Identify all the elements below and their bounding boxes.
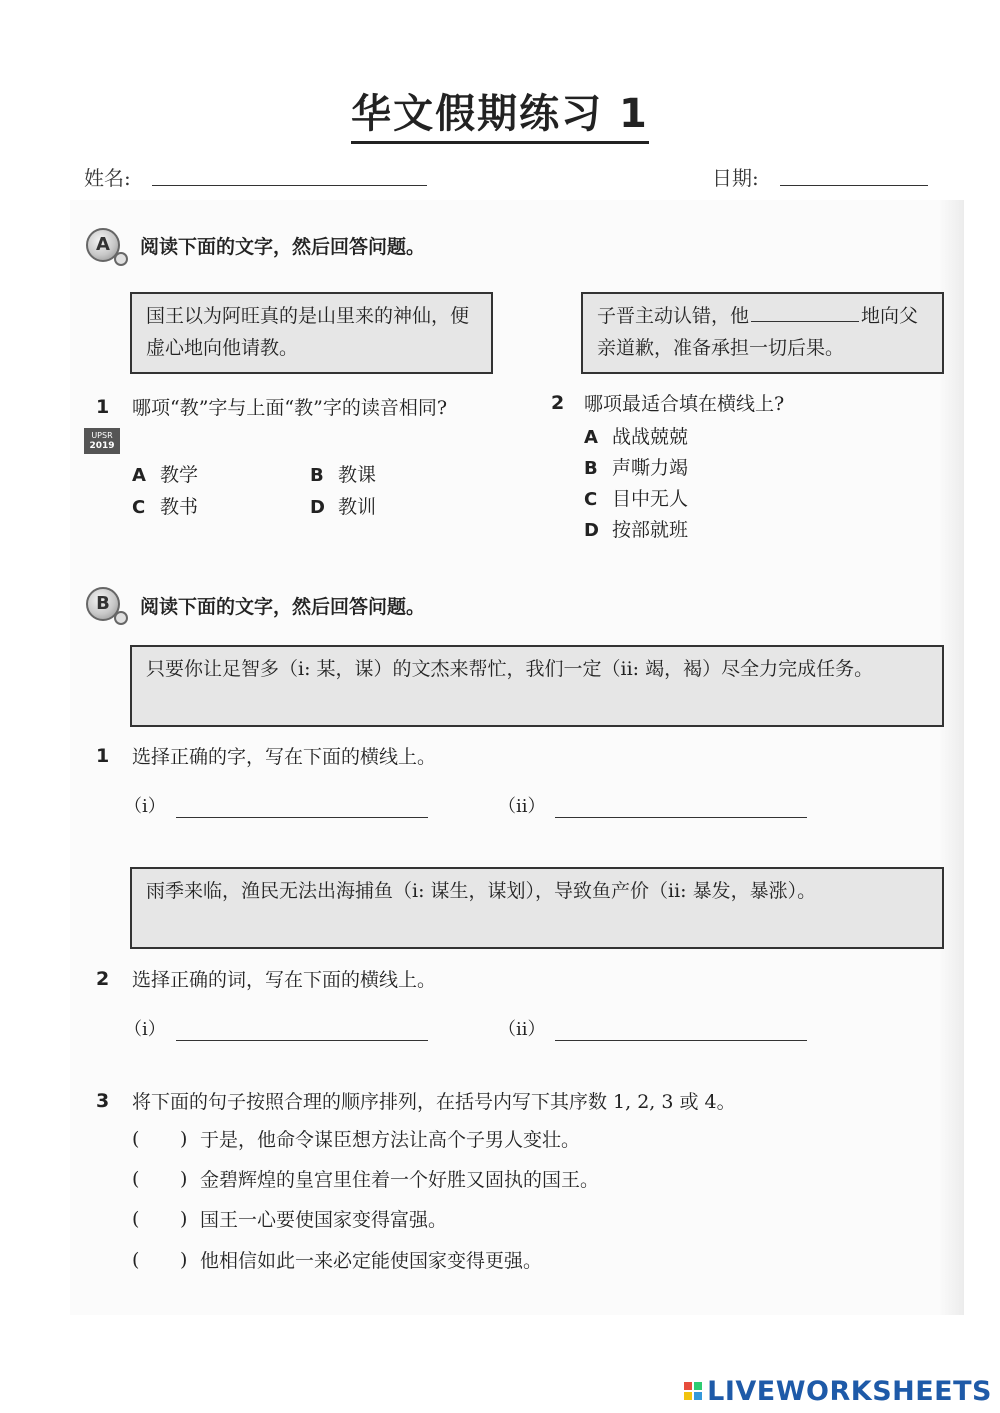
badge-tail-icon	[114, 611, 128, 625]
b1-answer-i[interactable]	[176, 816, 428, 818]
b1-blank-i-label: （i）	[124, 796, 166, 817]
passage-a2-blank	[751, 301, 859, 322]
section-a-instruction: 阅读下面的文字，然后回答问题。	[140, 236, 426, 258]
question-a2-text: 哪项最适合填在横线上?	[584, 393, 785, 415]
date-label: 日期:	[712, 166, 759, 190]
option-a2-d[interactable]: D 按部就班	[584, 519, 689, 541]
upsr-label: UPSR	[91, 431, 113, 440]
b3-sentence-4: 他相信如此一来必定能使国家变得更强。	[200, 1250, 543, 1272]
logo-square	[694, 1382, 702, 1390]
passage-box-a1: 国王以为阿旺真的是山里来的神仙，便虚心地向他请教。	[130, 292, 493, 374]
liveworksheets-logo	[684, 1375, 992, 1407]
b3-bracket-close: )	[180, 1128, 188, 1150]
b3-order-input-1[interactable]	[150, 1126, 180, 1154]
question-b2-number: 2	[96, 968, 110, 990]
b3-bracket-open: (	[132, 1168, 140, 1190]
section-a-badge-icon: A	[86, 228, 120, 262]
b3-bracket-close: )	[180, 1208, 188, 1230]
passage-a2-before: 子晋主动认错，他	[597, 305, 750, 327]
question-a1-number: 1	[96, 396, 110, 418]
b2-blank-i-label: （i）	[124, 1019, 166, 1040]
b2-answer-ii[interactable]	[555, 1039, 807, 1041]
logo-square	[684, 1392, 692, 1400]
badge-tail-icon	[114, 252, 128, 266]
name-label: 姓名:	[84, 166, 131, 190]
passage-box-a2	[581, 292, 944, 374]
b3-bracket-open: (	[132, 1208, 140, 1230]
b1-answer-ii[interactable]	[555, 816, 807, 818]
b3-order-input-3[interactable]	[150, 1206, 180, 1234]
option-a2-c[interactable]: C 目中无人	[584, 488, 689, 510]
option-a2-b[interactable]: B 声嘶力竭	[584, 457, 689, 479]
option-a1-d[interactable]: D 教训	[310, 496, 377, 518]
b2-blank-ii-label: （ii）	[498, 1019, 546, 1040]
question-b1-text: 选择正确的字，写在下面的横线上。	[132, 746, 437, 768]
worksheet-title: 华文假期练习 1	[0, 82, 1000, 139]
question-b1-number: 1	[96, 745, 110, 767]
b3-order-input-4[interactable]	[150, 1247, 180, 1275]
question-b3-number: 3	[96, 1090, 110, 1112]
b3-bracket-close: )	[180, 1168, 188, 1190]
logo-square	[694, 1392, 702, 1400]
b3-bracket-close: )	[180, 1249, 188, 1271]
upsr-year: 2019	[89, 441, 115, 451]
section-b-badge-icon: B	[86, 587, 120, 621]
date-field[interactable]	[780, 184, 928, 186]
b3-sentence-3: 国王一心要使国家变得富强。	[200, 1209, 448, 1231]
liveworksheets-logo-text: LIVEWORKSHEETS	[707, 1375, 992, 1407]
name-field[interactable]	[152, 184, 427, 186]
option-a1-b[interactable]: B 教课	[310, 464, 377, 486]
liveworksheets-logo-icon	[684, 1382, 702, 1400]
upsr-badge	[84, 428, 120, 454]
option-a1-c[interactable]: C 教书	[132, 496, 199, 518]
b3-order-input-2[interactable]	[150, 1166, 180, 1194]
question-b2-text: 选择正确的词，写在下面的横线上。	[132, 969, 437, 991]
logo-square	[684, 1382, 692, 1390]
b3-bracket-open: (	[132, 1128, 140, 1150]
passage-box-b1: 只要你让足智多（i: 某，谋）的文杰来帮忙，我们一定（ii: 竭，褐）尽全力完成任务。	[130, 645, 944, 727]
option-a1-a[interactable]: A 教学	[132, 464, 199, 486]
passage-box-b2: 雨季来临，渔民无法出海捕鱼（i: 谋生，谋划），导致鱼产价（ii: 暴发，暴涨）。	[130, 867, 944, 949]
b3-sentence-1: 于是，他命令谋臣想方法让高个子男人变壮。	[200, 1129, 581, 1151]
question-a1-text: 哪项“教”字与上面“教”字的读音相同?	[132, 397, 448, 419]
passage-a2-after: 地向父亲道歉，准备承担一切后果。	[597, 305, 919, 359]
b2-answer-i[interactable]	[176, 1039, 428, 1041]
b3-bracket-open: (	[132, 1249, 140, 1271]
question-a2-number: 2	[551, 392, 565, 414]
section-b-instruction: 阅读下面的文字，然后回答问题。	[140, 596, 426, 618]
b3-sentence-2: 金碧辉煌的皇宫里住着一个好胜又固执的国王。	[200, 1169, 600, 1191]
question-b3-text: 将下面的句子按照合理的顺序排列，在括号内写下其序数 1, 2, 3 或 4。	[132, 1091, 736, 1113]
option-a2-a[interactable]: A 战战兢兢	[584, 426, 689, 448]
b1-blank-ii-label: （ii）	[498, 796, 546, 817]
